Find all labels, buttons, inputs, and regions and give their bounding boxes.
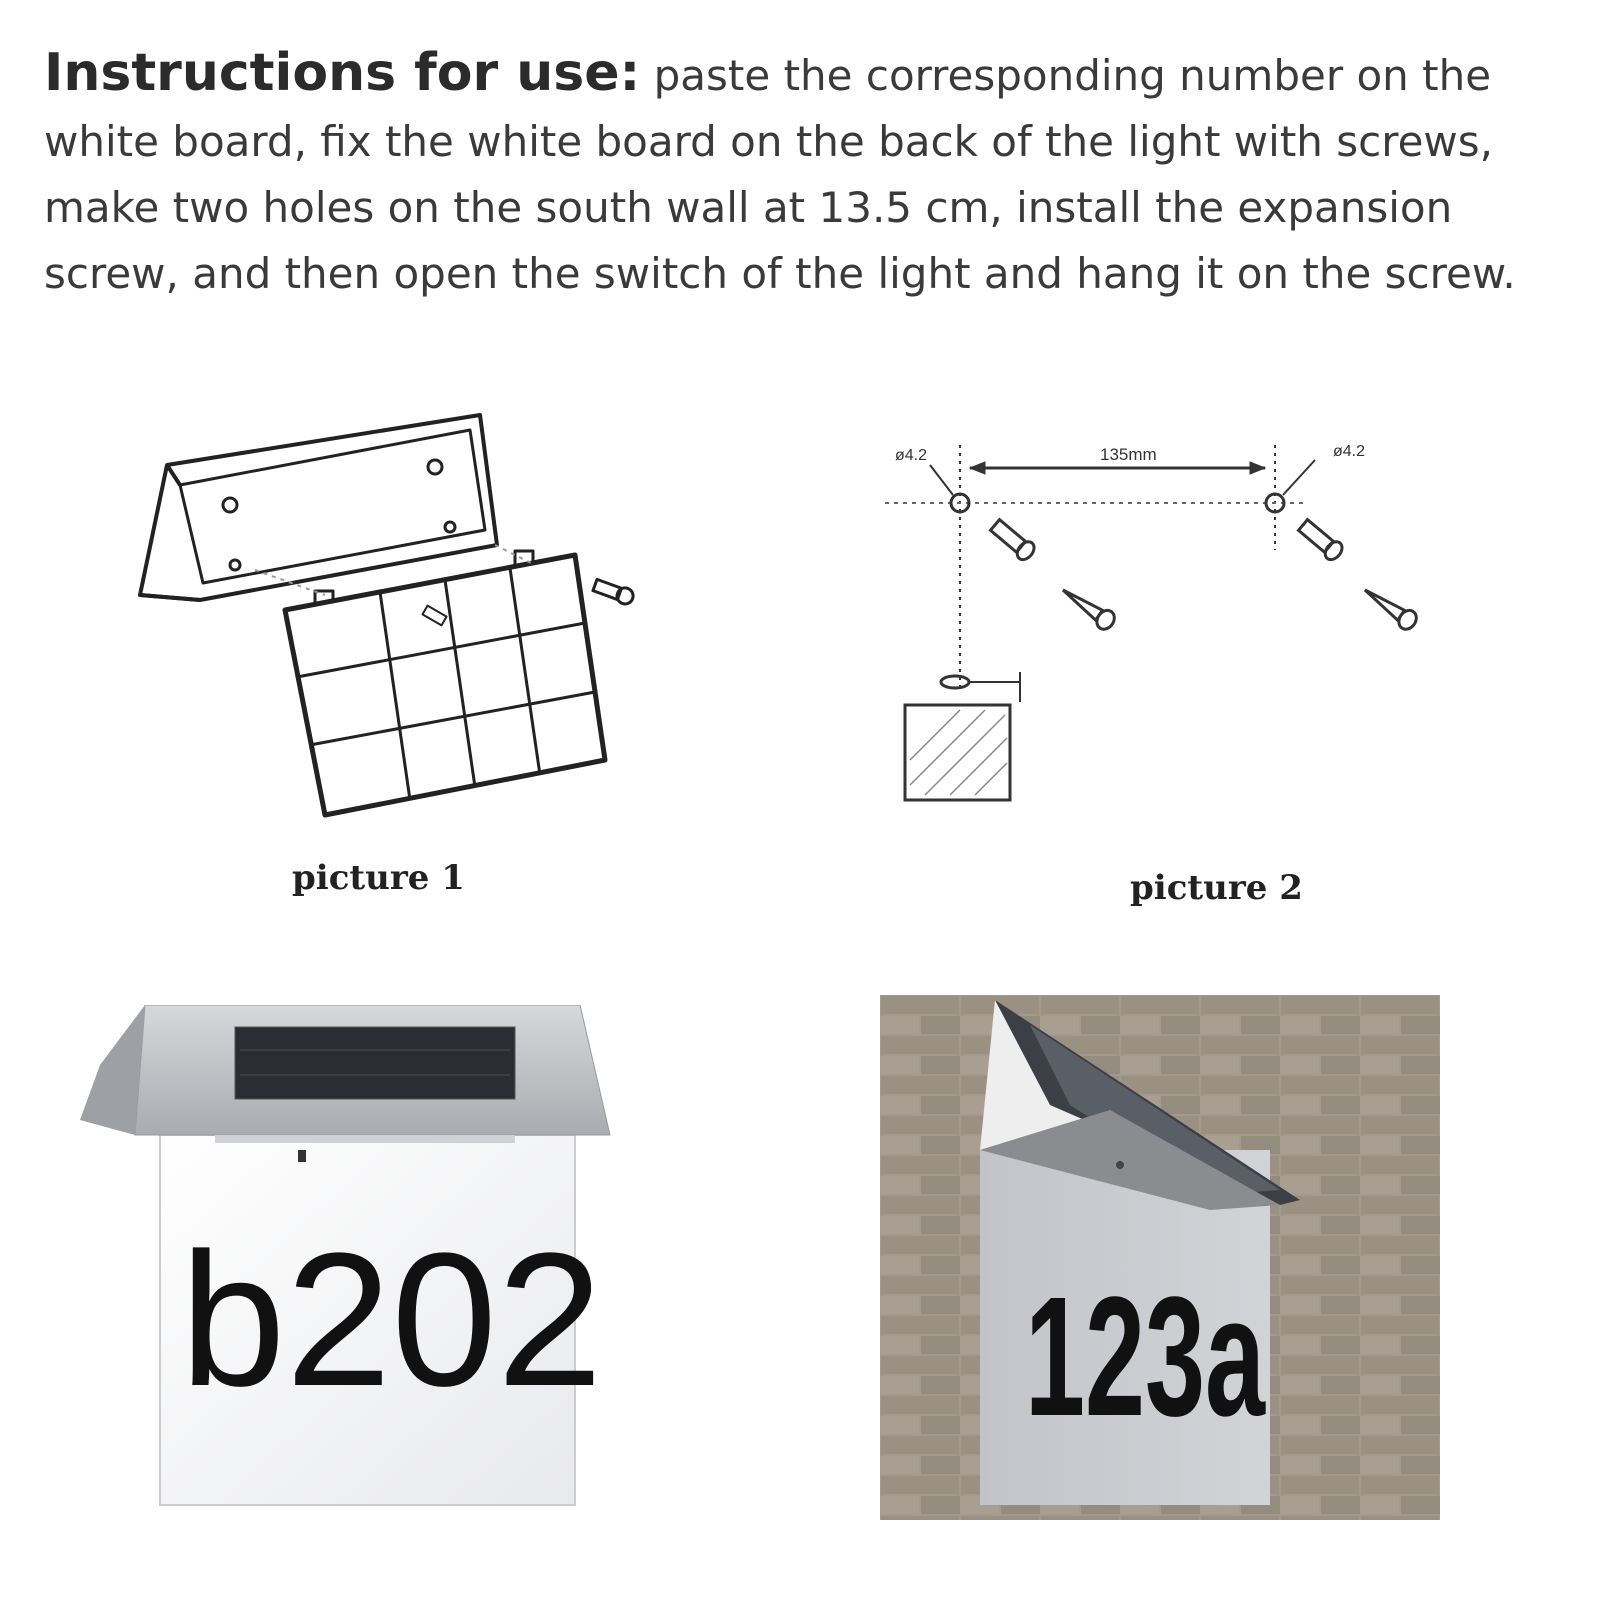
product-left-photo: [80, 1005, 640, 1545]
hole-left-label: ø4.2: [895, 447, 928, 464]
dimension-label: 135mm: [1100, 445, 1157, 464]
anchor-left-icon: [989, 517, 1038, 563]
screw-right-icon: [1359, 582, 1420, 633]
hole-right-label: ø4.2: [1333, 443, 1366, 460]
screw-left-icon: [1057, 582, 1118, 633]
bracket-inner: [180, 430, 485, 583]
product-right-photo: [880, 995, 1440, 1520]
picture-2-diagram: [885, 440, 1505, 860]
picture-2-caption: picture 2: [1130, 868, 1303, 908]
instructions-text: [44, 40, 1564, 307]
instructions-lead: Instructions for use:: [44, 43, 641, 103]
keyhole-left: [223, 498, 237, 512]
anchor-right-icon: [1297, 517, 1346, 563]
picture-1-diagram: [125, 405, 645, 845]
house-number-left: b202: [180, 1214, 603, 1426]
bracket-outline: [140, 415, 497, 600]
house-number-right: 123a: [1025, 1262, 1266, 1452]
picture-1-caption: picture 1: [292, 858, 465, 898]
screw-icon: [592, 577, 635, 606]
instructions-body: paste the corresponding number on the white board, fix the white board on the back of the light with screws, make two holes on the south wall at 13.5 cm, install the expansion screw, and then open the switch of the light and hang it on the screw.: [44, 51, 1516, 298]
solar-panel: [235, 1027, 515, 1099]
keyhole-right: [428, 460, 442, 474]
wall-section: [905, 705, 1010, 800]
